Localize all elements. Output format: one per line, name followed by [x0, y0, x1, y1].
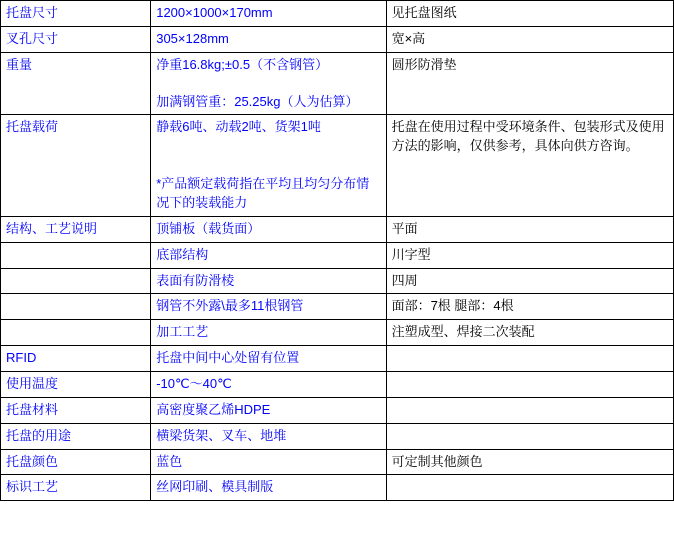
row-note: 平面 [386, 216, 673, 242]
row-value-line: 静载6吨、动载2吨、货架1吨 [156, 119, 321, 135]
row-note [386, 423, 673, 449]
table-row [1, 294, 674, 320]
row-label [1, 242, 151, 268]
row-value: 表面有防滑棱 [151, 268, 386, 294]
row-label: 托盘尺寸 [1, 1, 151, 27]
table-row [1, 320, 674, 346]
row-label: 标识工艺 [1, 475, 151, 501]
row-note: 圆形防滑垫 [386, 52, 673, 115]
row-value: 底部结构 [151, 242, 386, 268]
row-note: 宽×高 [386, 26, 673, 52]
row-label: RFID [1, 346, 151, 372]
row-value: -10℃～40℃ [151, 371, 386, 397]
row-value: 丝网印刷、模具制版 [151, 475, 386, 501]
row-value [151, 52, 386, 115]
row-note: 托盘在使用过程中受环境条件、包装形式及使用方法的影响，仅供参考，具体向供方咨询。 [386, 115, 673, 217]
table-row [1, 1, 674, 27]
row-value-line: 净重16.8kg;±0.5（不含钢管） [156, 56, 329, 72]
row-value-line: *产品额定载荷指在平均且均匀分布情况下的装载能力 [156, 176, 370, 211]
table-row [1, 242, 674, 268]
table-row [1, 397, 674, 423]
row-label: 托盘载荷 [1, 115, 151, 217]
row-note: 注塑成型、焊接二次装配 [386, 320, 673, 346]
row-label: 叉孔尺寸 [1, 26, 151, 52]
table-row [1, 449, 674, 475]
row-label [1, 294, 151, 320]
row-label [1, 268, 151, 294]
row-note: 面部：7根 腿部：4根 [386, 294, 673, 320]
row-label: 托盘材料 [1, 397, 151, 423]
row-value: 顶铺板（载货面） [151, 216, 386, 242]
row-value: 305×128mm [151, 26, 386, 52]
spec-table-body [1, 1, 674, 501]
row-note [386, 397, 673, 423]
table-row [1, 423, 674, 449]
table-row [1, 52, 674, 115]
row-note: 见托盘图纸 [386, 1, 673, 27]
row-value: 钢管不外露\最多11根钢管 [151, 294, 386, 320]
row-note [386, 346, 673, 372]
row-value: 1200×1000×170mm [151, 1, 386, 27]
row-note: 可定制其他颜色 [386, 449, 673, 475]
table-row [1, 268, 674, 294]
row-value [151, 115, 386, 217]
row-note: 川字型 [386, 242, 673, 268]
spacer [156, 137, 380, 175]
row-value: 托盘中间中心处留有位置 [151, 346, 386, 372]
row-note [386, 475, 673, 501]
row-value: 高密度聚乙烯HDPE [151, 397, 386, 423]
row-label: 托盘颜色 [1, 449, 151, 475]
row-label: 托盘的用途 [1, 423, 151, 449]
row-label: 重量 [1, 52, 151, 115]
row-label [1, 320, 151, 346]
row-value: 加工工艺 [151, 320, 386, 346]
row-label: 结构、工艺说明 [1, 216, 151, 242]
table-row [1, 371, 674, 397]
table-row [1, 475, 674, 501]
table-row [1, 115, 674, 217]
row-note: 四周 [386, 268, 673, 294]
row-value: 蓝色 [151, 449, 386, 475]
table-row [1, 216, 674, 242]
table-row [1, 26, 674, 52]
row-value: 横梁货架、叉车、地堆 [151, 423, 386, 449]
table-row [1, 346, 674, 372]
row-value-line: 加满钢管重：25.25kg（人为估算） [156, 93, 359, 109]
row-label: 使用温度 [1, 371, 151, 397]
row-note [386, 371, 673, 397]
